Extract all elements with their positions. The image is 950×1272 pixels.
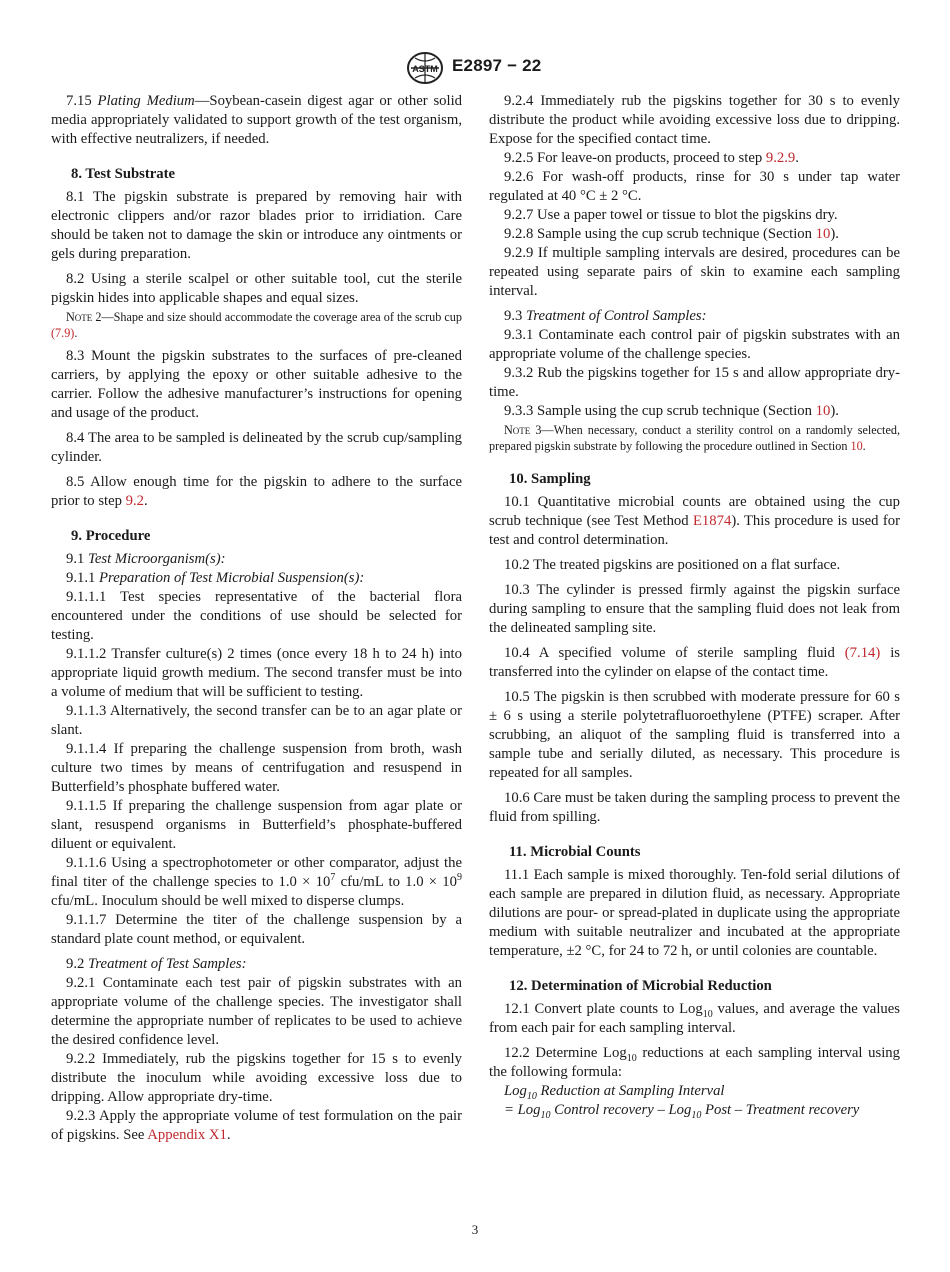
link-e1874[interactable]: E1874 — [692, 513, 732, 529]
paragraph-8-2: 8.2 Using a sterile scalpel or other suitable tool, cut the sterile pigskin hides into applicable shapes and equal sizes. — [51, 271, 462, 306]
link-section-10[interactable]: 10 — [850, 438, 863, 453]
link-section-10[interactable]: 10 — [815, 226, 831, 242]
note-3: Note 3—When necessary, conduct a sterility control on a randomly selected, prepared pigskin substrate by following the procedure outlined in Section 10. — [489, 423, 900, 453]
link-7-9[interactable]: (7.9) — [51, 325, 75, 340]
link-7-14[interactable]: (7.14) — [844, 645, 881, 661]
paragraph-9-2-3: 9.2.3 Apply the appropriate volume of test formulation on the pair of pigskins. See Appendix X1. — [51, 1108, 462, 1143]
paragraph-9-2-9: 9.2.9 If multiple sampling intervals are desired, procedures can be repeated using separate pairs of skin to examine each sampling interval. — [489, 245, 900, 299]
paragraph-12-2: 12.2 Determine Log$_{10}$ reductions at each sampling interval using the following formula: — [489, 1045, 900, 1080]
paragraph-8-4: 8.4 The area to be sampled is delineated by the scrub cup/sampling cylinder. — [51, 430, 462, 465]
paragraph-9-1-1-1: 9.1.1.1 Test species representative of the bacterial flora encountered under the conditions of use should be selected for testing. — [51, 589, 462, 643]
paragraph-11-1: 11.1 Each sample is mixed thoroughly. Ten-fold serial dilutions of each sample are prepared in dilution fluid, as necessary. Appropriate dilutions are pour- or spread-plated in duplicate using the appropriate medium with suitable neutralizer and incubated at the appropriate temperature, ±2 °C, for 24 to 72 h, or until colonies are countable. — [489, 867, 900, 959]
paragraph-8-5: 8.5 Allow enough time for the pigskin to adhere to the surface prior to step 9.2. — [51, 474, 462, 509]
paragraph-9-3-1: 9.3.1 Contaminate each control pair of pigskin substrates with an appropriate volume of the challenge species. — [489, 327, 900, 362]
paragraph-9-2-2: 9.2.2 Immediately, rub the pigskins together for 15 s to evenly distribute the inoculum while avoiding excessive loss due to dripping. Allow appropriate dry-time. — [51, 1051, 462, 1105]
link-9-2-9[interactable]: 9.2.9 — [765, 150, 796, 166]
paragraph-9-2-4: 9.2.4 Immediately rub the pigskins together for 30 s to evenly distribute the product while avoiding excessive loss due to dripping. Expose for the specified contact time. — [489, 93, 900, 147]
note-2: Note 2—Shape and size should accommodate the coverage area of the scrub cup (7.9). — [51, 310, 462, 340]
paragraph-9-3: 9.3 Treatment of Control Samples: — [504, 308, 707, 324]
paragraph-9-2-5: 9.2.5 For leave-on products, proceed to step 9.2.9. — [504, 150, 799, 166]
paragraph-9-2-1: 9.2.1 Contaminate each test pair of pigskin substrates with an appropriate volume of the challenge species. The investigator shall determine the appropriate number of replicates to be used to achieve the desired confidence level. — [51, 975, 462, 1048]
link-section-10[interactable]: 10 — [815, 403, 831, 419]
paragraph-10-4: 10.4 A specified volume of sterile sampling fluid (7.14) is transferred into the cylinder on elapse of the contact time. — [489, 645, 900, 680]
paragraph-9-1-1-3: 9.1.1.3 Alternatively, the second transfer can be to an agar plate or slant. — [51, 703, 462, 738]
paragraph-9-1-1-4: 9.1.1.4 If preparing the challenge suspension from broth, wash culture two times by means of centrifugation and resuspend in Butterfield’s phosphate buffered water. — [51, 741, 462, 795]
paragraph-9-2: 9.2 Treatment of Test Samples: — [66, 956, 247, 972]
astm-logo-icon — [405, 50, 445, 86]
link-appendix-x1[interactable]: Appendix X1 — [147, 1127, 227, 1143]
paragraph-12-1: 12.1 Convert plate counts to Log$_{10}$ values, and average the values from each pair for each sampling interval. — [489, 1001, 900, 1036]
section-heading-9: 9. Procedure — [71, 528, 151, 544]
paragraph-7-15: 7.15 Plating Medium—Soybean-casein digest agar or other solid media appropriately validated to support growth of the test organism, with effective neutralizers, if needed. — [51, 93, 463, 147]
paragraph-10-3: 10.3 The cylinder is pressed firmly against the pigskin surface during sampling to ensure that the sampling fluid does not leak from the delineated sampling site. — [489, 582, 900, 636]
formula-line-2: = Log$_{10}$ Control recovery – Log$_{10}$ Post – Treatment recovery — [504, 1102, 860, 1121]
paragraph-10-6: 10.6 Care must be taken during the sampling process to prevent the fluid from spilling. — [489, 790, 900, 825]
paragraph-9-1: 9.1 Test Microorganism(s): — [66, 551, 226, 567]
section-heading-11: 11. Microbial Counts — [509, 844, 641, 860]
paragraph-9-2-8: 9.2.8 Sample using the cup scrub technique (Section 10). — [504, 226, 839, 242]
paragraph-9-1-1-7: 9.1.1.7 Determine the titer of the challenge suspension by a standard plate count method, or equivalent. — [51, 912, 462, 947]
paragraph-9-1-1-5: 9.1.1.5 If preparing the challenge suspension from agar plate or slant, resuspend organisms in Butterfield’s phosphate-buffered diluent or equivalent. — [51, 798, 462, 852]
formula-line-1: Log$_{10}$ Reduction at Sampling Interval — [504, 1083, 725, 1102]
paragraph-9-3-3: 9.3.3 Sample using the cup scrub technique (Section 10). — [504, 403, 839, 419]
paragraph-9-1-1-6: 9.1.1.6 Using a spectrophotometer or other comparator, adjust the final titer of the challenge species to $1.0 \times 10^7$ cfu/mL to $1.0 \times 10^9$ cfu/mL. Inoculum should be well mixed to disperse clumps. — [51, 855, 462, 909]
formula — [489, 1082, 900, 1120]
link-9-2[interactable]: 9.2 — [125, 493, 145, 509]
paragraph-8-3: 8.3 Mount the pigskin substrates to the surfaces of pre-cleaned carriers, by applying the epoxy or other suitable adhesive to the carrier. Follow the adhesive manufacturer’s instructions for opening and usage of the product. — [51, 348, 462, 421]
paragraph-9-2-6: 9.2.6 For wash-off products, rinse for 30 s under tap water regulated at 40 °C ± 2 °C. — [489, 169, 900, 204]
right-column — [489, 92, 900, 1120]
paragraph-10-5: 10.5 The pigskin is then scrubbed with moderate pressure for 60 s ± 6 s using a sterile polytetrafluoroethylene (PTFE) scraper. After scrubbing, an aliquot of the sampling fluid is transferred into a sample tube and serially diluted, as necessary. This procedure is repeated for all samples. — [489, 689, 900, 781]
paragraph-9-1-1: 9.1.1 Preparation of Test Microbial Suspension(s): — [66, 570, 365, 586]
paragraph-9-1-1-2: 9.1.1.2 Transfer culture(s) 2 times (once every 18 h to 24 h) into appropriate liquid growth medium. The second transfer must be into a volume of medium that will be sufficient to testing. — [51, 646, 462, 700]
document-id: E2897 − 22 — [452, 56, 542, 75]
paragraph-10-2: 10.2 The treated pigskins are positioned on a flat surface. — [504, 557, 841, 573]
paragraph-9-3-2: 9.3.2 Rub the pigskins together for 15 s and allow appropriate dry-time. — [489, 365, 900, 400]
paragraph-8-1: 8.1 The pigskin substrate is prepared by removing hair with electronic clippers and/or razor blades prior to irridiation. Care should be taken not to damage the skin or introduce any ointments or gels during preparation. — [51, 189, 462, 262]
page-number: 3 — [471, 1222, 479, 1237]
left-column — [51, 92, 462, 1145]
section-heading-12: 12. Determination of Microbial Reduction — [509, 978, 772, 994]
section-heading-8: 8. Test Substrate — [71, 166, 176, 182]
svg-text:ASTM: ASTM — [412, 64, 438, 74]
page-header — [0, 50, 950, 86]
paragraph-10-1: 10.1 Quantitative microbial counts are obtained using the cup scrub technique (see Test Method E1874). This procedure is used for test and control determination. — [489, 494, 900, 548]
paragraph-9-2-7: 9.2.7 Use a paper towel or tissue to blot the pigskins dry. — [504, 207, 838, 223]
section-heading-10: 10. Sampling — [509, 471, 591, 487]
